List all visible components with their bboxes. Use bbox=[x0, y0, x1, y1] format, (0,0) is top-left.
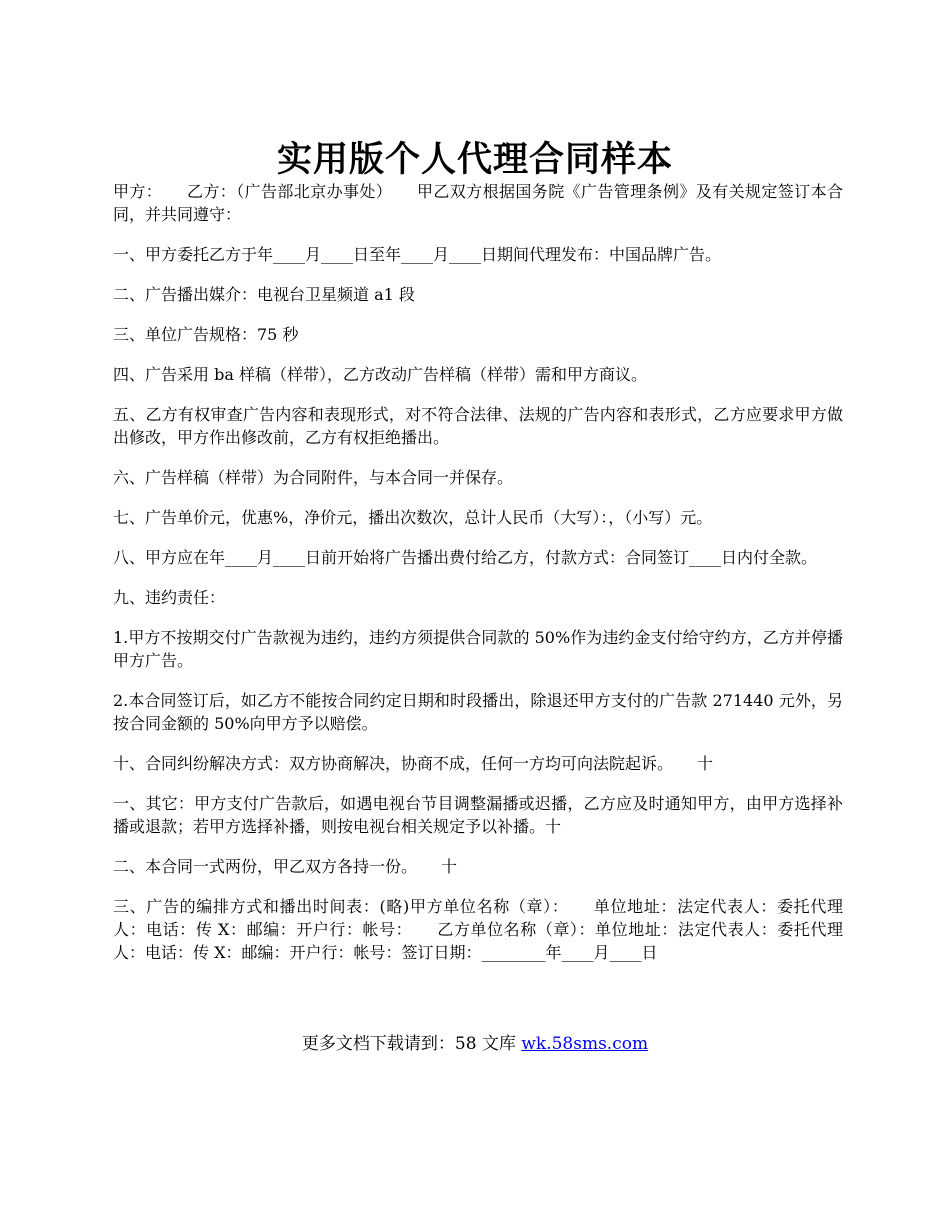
paragraph-clause-10: 十、合同纠纷解决方式：双方协商解决，协商不成，任何一方均可向法院起诉。 十 bbox=[113, 754, 714, 773]
paragraph-clause-3: 三、单位广告规格：75 秒 bbox=[113, 325, 299, 344]
footer-prefix: 更多文档下载请到：58 文库 bbox=[301, 1034, 522, 1054]
paragraph-clause-7: 七、广告单价元，优惠%，净价元，播出次数次，总计人民币（大写）：，（小写）元。 bbox=[113, 508, 713, 527]
paragraph-clause-2: 二、广告播出媒介：电视台卫星频道 a1 段 bbox=[113, 285, 415, 304]
document-body bbox=[113, 180, 843, 981]
paragraph-clause-4: 四、广告采用 ba 样稿（样带），乙方改动广告样稿（样带）需和甲方商议。 bbox=[113, 365, 647, 384]
footer-link[interactable]: wk.58sms.com bbox=[521, 1034, 649, 1054]
paragraph-clause-12: 二、本合同一式两份，甲乙双方各持一份。 十 bbox=[113, 857, 458, 876]
paragraph-clause-8: 八、甲方应在年____月____日前开始将广告播出费付给乙方，付款方式：合同签订____日内付全款。 bbox=[113, 548, 818, 567]
paragraph-clause-9-2: 2.本合同签订后，如乙方不能按合同约定日期和时段播出，除退还甲方支付的广告款 271440 元外，另按合同金额的 50%向甲方予以赔偿。 bbox=[113, 691, 843, 733]
paragraph-clause-5: 五、乙方有权审查广告内容和表现形式，对不符合法律、法规的广告内容和表形式，乙方应要求甲方做出修改，甲方作出修改前，乙方有权拒绝播出。 bbox=[113, 405, 843, 447]
paragraph-clause-11: 一、其它：甲方支付广告款后，如遇电视台节目调整漏播或迟播，乙方应及时通知甲方，由甲方选择补播或退款；若甲方选择补播，则按电视台相关规定予以补播。十 bbox=[113, 794, 843, 836]
download-footer bbox=[0, 1032, 950, 1056]
paragraph-clause-9: 九、违约责任： bbox=[113, 588, 226, 607]
paragraph-clause-13: 三、广告的编排方式和播出时间表：(略)甲方单位名称（章）： 单位地址：法定代表人：委托代理人：电话：传 X：邮编：开户行：帐号： 乙方单位名称（章）：单位地址：法定代表人：委托代理人：电话：传 X：邮编：开户行：帐号：签订日期：________年____月____日 bbox=[113, 897, 843, 962]
paragraph-parties: 甲方： 乙方：（广告部北京办事处） 甲乙双方根据国务院《广告管理条例》及有关规定签订本合同，并共同遵守： bbox=[113, 182, 843, 224]
paragraph-clause-1: 一、甲方委托乙方于年____月____日至年____月____日期间代理发布：中国品牌广告。 bbox=[113, 245, 722, 264]
document-title: 实用版个人代理合同样本 bbox=[276, 139, 673, 181]
paragraph-clause-6: 六、广告样稿（样带）为合同附件，与本合同一并保存。 bbox=[113, 468, 514, 487]
paragraph-clause-9-1: 1.甲方不按期交付广告款视为违约，违约方须提供合同款的 50%作为违约金支付给守约方，乙方并停播甲方广告。 bbox=[113, 628, 843, 670]
